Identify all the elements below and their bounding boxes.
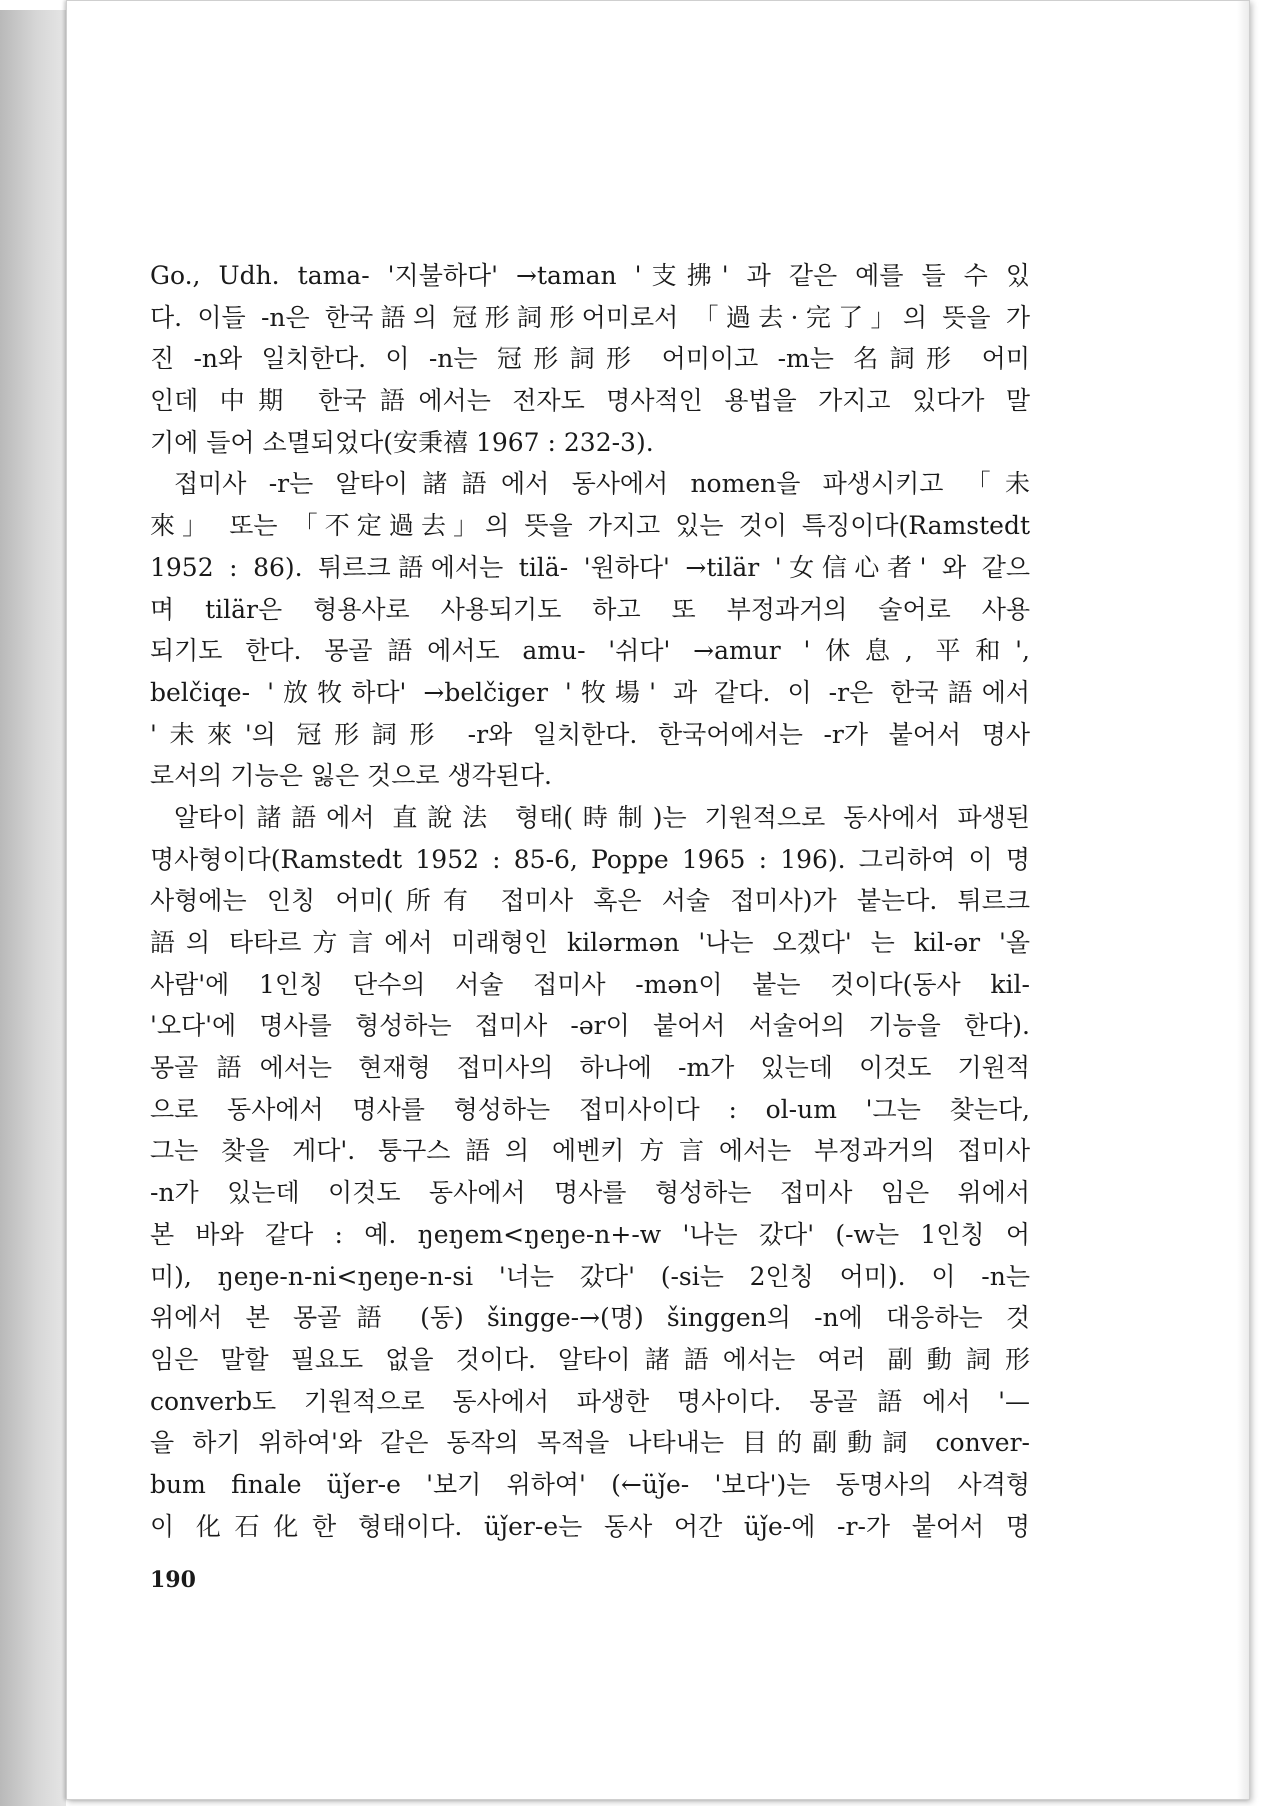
book-edge (0, 10, 66, 1806)
text-line: bum finale üǰer-e '보기 위하여' (←üǰe- '보다')는 동명사의 사격형 (150, 1469, 1030, 1499)
text-line: 몽골語에서는 현재형 접미사의 하나에 -m가 있는데 이것도 기원적 (150, 1053, 1030, 1083)
text-line: Go., Udh. tama- '지불하다' →taman '支拂' 과 같은 예를 들 수 있 (150, 261, 1030, 290)
text-line: converb도 기원적으로 동사에서 파생한 명사이다. 몽골語에서 '— (150, 1386, 1030, 1416)
text-line: 사형에는 인칭 어미(所有 접미사 혹은 서술 접미사)가 붙는다. 튀르크 (150, 886, 1030, 916)
text-line: 접미사 -r는 알타이諸語에서 동사에서 nomen을 파생시키고 「未 (174, 469, 1030, 499)
text-line: 며 tilär은 형용사로 사용되기도 하고 또 부정과거의 술어로 사용 (150, 594, 1030, 624)
text-line: 본 바와 같다 : 예. ŋeŋem<ŋeŋe-n+-w '나는 갔다' (-w는 1인칭 어 (150, 1219, 1030, 1249)
text-line: 語의 타타르方言에서 미래형인 kilərmən '나는 오겠다' 는 kil-ər '올 (150, 928, 1030, 957)
text-line: 임은 말할 필요도 없을 것이다. 알타이諸語에서는 여러 副動詞形 (150, 1344, 1030, 1374)
text-line: 을 하기 위하여'와 같은 동작의 목적을 나타내는 目的副動詞 conver- (150, 1428, 1030, 1458)
text-line: 명사형이다(Ramstedt 1952 : 85-6, Poppe 1965 : 196). 그리하여 이 명 (150, 844, 1030, 874)
page-fold-shadow (1237, 1, 1249, 1799)
text-line: belčiqe- '放牧하다' →belčiger '牧場' 과 같다. 이 -r은 한국語에서 (150, 677, 1030, 707)
text-line: 來」 또는 「不定過去」의 뜻을 가지고 있는 것이 특징이다(Ramstedt (150, 511, 1030, 541)
text-line: 다. 이들 -n은 한국語의 冠形詞形어미로서 「過去·完了」의 뜻을 가 (150, 302, 1030, 332)
text-line: 되기도 한다. 몽골語에서도 amu- '쉬다' →amur '休息, 平和', (150, 636, 1030, 666)
text-line: '未來'의 冠形詞形 -r와 일치한다. 한국어에서는 -r가 붙어서 명사 (150, 719, 1030, 749)
text-line: 그는 찾을 게다'. 퉁구스語의 에벤키方言에서는 부정과거의 접미사 (150, 1136, 1030, 1166)
text-line: 진 -n와 일치한다. 이 -n는 冠形詞形 어미이고 -m는 名詞形 어미 (150, 344, 1030, 374)
text-line: 인데 中期 한국語에서는 전자도 명사적인 용법을 가지고 있다가 말 (150, 386, 1030, 416)
text-line: 1952 : 86). 튀르크語에서는 tilä- '원하다' →tilär '女信心者' 와 같으 (150, 552, 1030, 582)
page-number: 190 (150, 1567, 196, 1593)
text-line: '오다'에 명사를 형성하는 접미사 -ər이 붙어서 서술어의 기능을 한다). (150, 1011, 1030, 1041)
text-line: 알타이諸語에서 直說法 형태(時制)는 기원적으로 동사에서 파생된 (174, 802, 1030, 832)
body-text (150, 255, 1030, 1547)
text-line: -n가 있는데 이것도 동사에서 명사를 형성하는 접미사 임은 위에서 (150, 1178, 1030, 1208)
text-line: 으로 동사에서 명사를 형성하는 접미사이다 : ol-um '그는 찾는다, (150, 1094, 1030, 1124)
text-line: 기에 들어 소멸되었다(安秉禧 1967 : 232-3). (150, 427, 654, 457)
text-line: 사람'에 1인칭 단수의 서술 접미사 -mən이 붙는 것이다(동사 kil- (150, 969, 1030, 999)
text-line: 미), ŋeŋe-n-ni<ŋeŋe-n-si '너는 갔다' (-si는 2인칭 어미). 이 -n는 (150, 1261, 1030, 1291)
text-line: 이 化石化한 형태이다. üǰer-e는 동사 어간 üǰe-에 -r-가 붙어서 명 (150, 1511, 1030, 1541)
text-line: 로서의 기능은 잃은 것으로 생각된다. (150, 761, 552, 791)
text-line: 위에서 본 몽골語 (동) šingge-→(명) šinggen의 -n에 대응하는 것 (150, 1303, 1030, 1333)
